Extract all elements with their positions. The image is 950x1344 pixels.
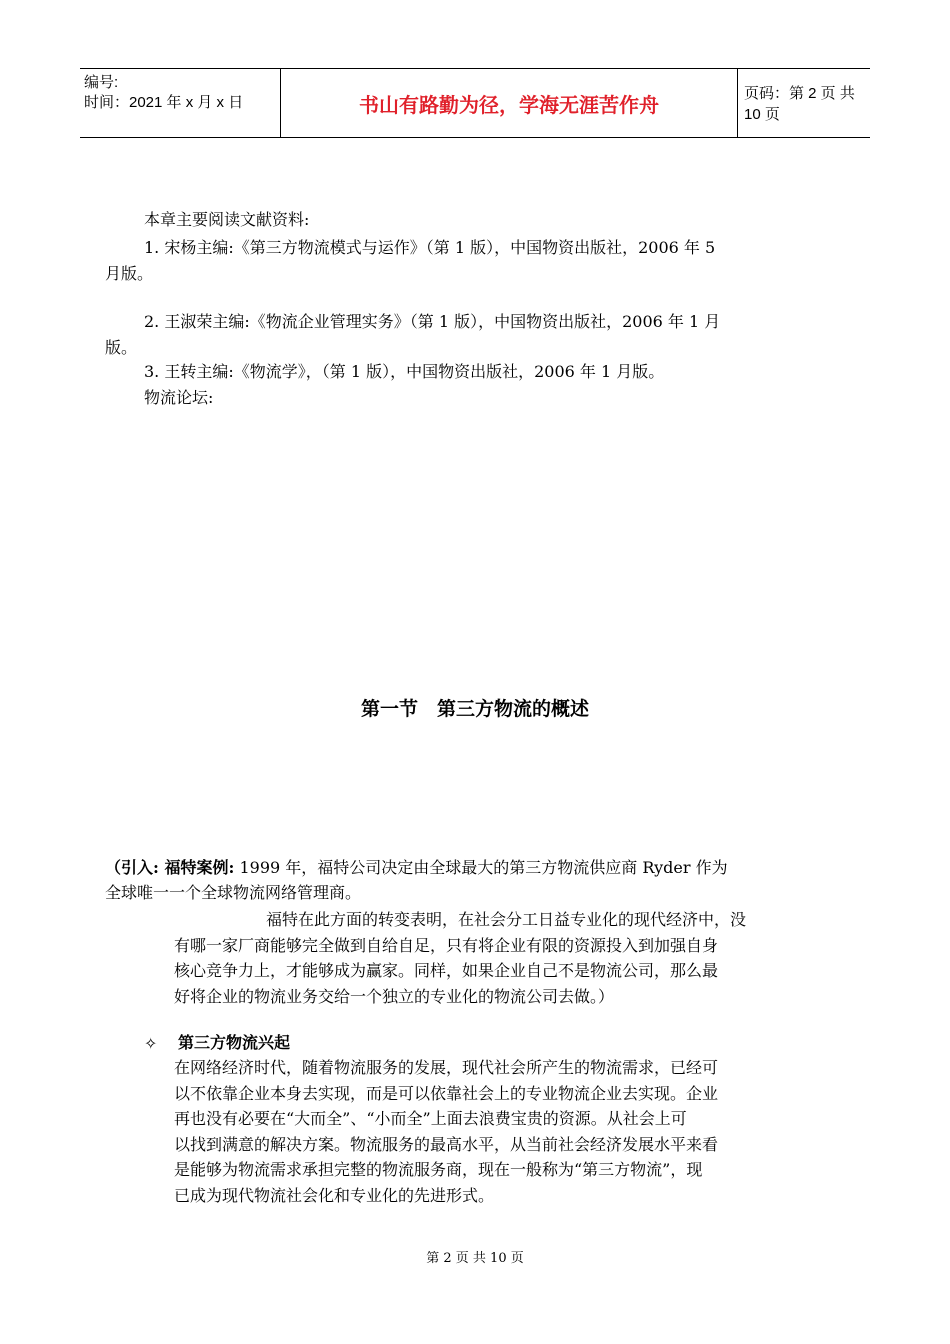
time-label: 时间：2021 年 x 月 x 日 [84,94,244,111]
case-label: （引入: 福特案例: [105,858,235,877]
rise-line-1: 在网络经济时代，随着物流服务的发展，现代社会所产生的物流需求，已经可 [174,1058,719,1077]
header-meta-cell [80,69,280,137]
ref-2-line-2: 版。 [105,338,138,357]
page-header [80,68,870,138]
motto: 书山有路勤为径，学海无涯苦作舟 [280,69,738,137]
number-label: 编号: [84,74,119,91]
forum-label: 物流论坛: [144,388,214,407]
page-footer: 第 2 页 共 10 页 [426,1251,524,1266]
diamond-bullet-icon: ✧ [144,1034,158,1053]
ref-2-line-1: 2. 王淑荣主编:《物流企业管理实务》（第 1 版），中国物资出版社，2006 年 1 月 [144,312,721,331]
ref-1-line-1: 1. 宋杨主编:《第三方物流模式与运作》（第 1 版），中国物资出版社，2006 年 5 [144,238,716,257]
ref-3: 3. 王转主编:《物流学》，（第 1 版），中国物资出版社，2006 年 1 月版。 [144,362,665,381]
rise-heading: 第三方物流兴起 [178,1033,291,1052]
case-text: 1999 年，福特公司决定由全球最大的第三方物流供应商 Ryder 作为 [234,858,728,877]
rise-line-5: 是能够为物流需求承担完整的物流服务商，现在一般称为“第三方物流”，现 [174,1160,703,1179]
section-title: 第一节 第三方物流的概述 [360,698,589,720]
refs-intro: 本章主要阅读文献资料: [144,210,310,229]
page-info: 页码：第 2 页 共 10 页 [744,85,855,123]
ref-1-line-2: 月版。 [105,264,154,283]
rise-line-6: 已成为现代物流社会化和专业化的先进形式。 [174,1186,495,1205]
case-line-2: 全球唯一一个全球物流网络管理商。 [105,883,362,902]
case-p2-line-2: 有哪一家厂商能够完全做到自给自足，只有将企业有限的资源投入到加强自身 [174,936,719,955]
rise-line-2: 以不依靠企业本身去实现，而是可以依靠社会上的专业物流企业去实现。企业 [174,1084,719,1103]
case-p2-line-4: 好将企业的物流业务交给一个独立的专业化的物流公司去做。） [174,987,615,1006]
case-p2-line-1: 福特在此方面的转变表明，在社会分工日益专业化的现代经济中，没 [266,910,747,929]
rise-line-3: 再也没有必要在“大而全”、“小而全”上面去浪费宝贵的资源。从社会上可 [174,1109,687,1128]
rise-line-4: 以找到满意的解决方案。物流服务的最高水平，从当前社会经济发展水平来看 [174,1135,719,1154]
case-p2-line-3: 核心竞争力上，才能够成为赢家。同样，如果企业自己不是物流公司，那么最 [174,961,719,980]
case-line-1 [105,856,728,880]
